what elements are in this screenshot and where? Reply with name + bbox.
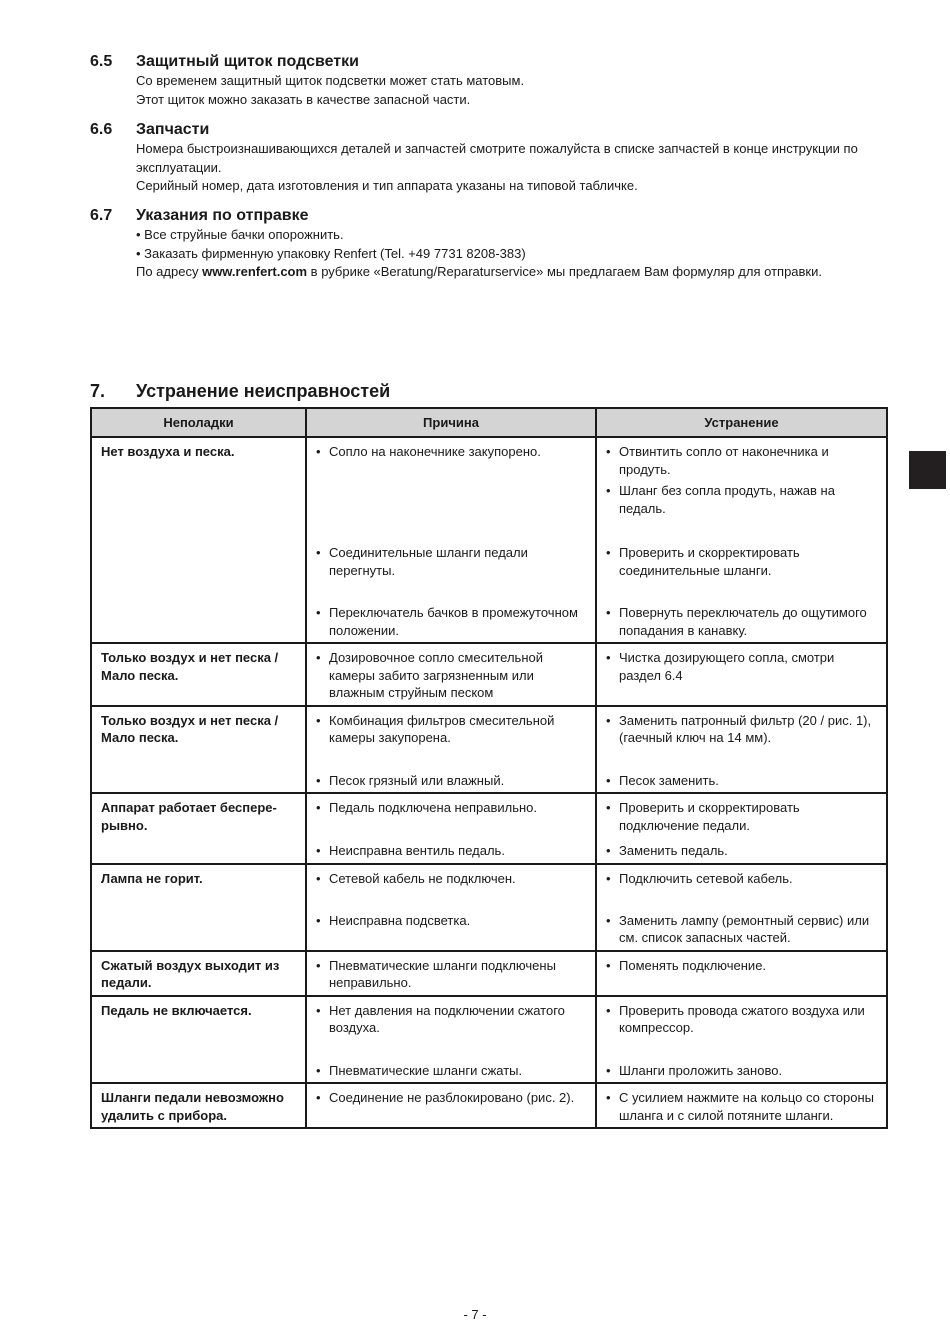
problem-cell: Нет воздуха и песка. [91,437,306,643]
section-title: Указания по отправке [136,207,309,224]
remedy-item: • Заменить педаль. [606,842,878,860]
cause-cell [306,643,596,706]
remedy-item: • С усилием нажмите на кольцо со стороны шланга и с силой потяните шланги. [606,1089,878,1124]
remedy-item: • Повернуть переключатель до ощутимого попадания в канавку. [606,604,878,639]
cause-cell [306,1057,596,1084]
remedy-item: • Заменить лампу (ремонтный сервис) или см. список запасных частей. [606,912,878,947]
cause-item: • Неисправна подсветка. [316,912,587,930]
cause-item: • Песок грязный или влажный. [316,772,587,790]
troubleshooting-table [90,407,888,1129]
page-number: - 7 - [463,1307,487,1322]
cause-cell [306,437,596,539]
section-heading [90,120,880,140]
remedy-item: • Проверить и скорректировать подключение педали. [606,799,878,834]
remedy-item: • Заменить патронный фильтр (20 / рис. 1), (гаечный ключ на 14 мм). [606,712,878,747]
remedy-item: • Чистка дозирующего сопла, смотри раздел 6.4 [606,649,878,684]
remedy-cell [596,837,887,864]
section-title: Запчасти [136,121,210,138]
remedy-cell [596,706,887,767]
remedy-item: • Поменять подключение. [606,957,878,975]
section-title: Защитный щиток подсветки [136,53,359,70]
cause-item: • Сетевой кабель не подключен. [316,870,587,888]
address-prefix: По адресу [136,264,203,279]
cause-item: • Неисправна вентиль педаль. [316,842,587,860]
remedy-cell [596,1057,887,1084]
section-6-6 [90,120,880,196]
remedy-item: • Шланги проложить заново. [606,1062,878,1080]
cause-item: • Педаль подключена неправильно. [316,799,587,817]
table-row [91,706,887,767]
remedy-item: • Отвинтить сопло от наконечника и продуть. [606,443,878,478]
problem-cell: Лампа не горит. [91,864,306,951]
cause-cell [306,539,596,599]
table-row [91,996,887,1057]
problem-cell: Шланги педали невозможно удалить с прибора. [91,1083,306,1128]
remedy-cell [596,793,887,837]
section-6-5 [90,52,880,109]
section-body [136,140,880,196]
cause-item: • Комбинация фильтров смесительной камеры закупорена. [316,712,587,747]
remedy-cell [596,951,887,996]
section-heading [90,52,880,72]
cause-cell [306,996,596,1057]
cause-item: • Сопло на наконечнике закупорено. [316,443,587,461]
column-header-problem: Неполадки [91,408,306,437]
paragraph: Со временем защитный щиток подсветки может стать матовым. [136,73,525,88]
cause-cell [306,599,596,643]
paragraph: Номера быстроизнашивающихся деталей и запчастей смотрите пожалуйста в списке запчастей в конце инструкции по эксплуатации. [136,141,858,175]
cause-cell [306,767,596,794]
cause-cell [306,951,596,996]
cause-item: • Пневматические шланги подключены неправильно. [316,957,587,992]
remedy-cell [596,539,887,599]
section-body [136,72,880,109]
cause-item: • Соединительные шланги педали перегнуты. [316,544,587,579]
problem-cell: Сжатый воздух выходит из педали. [91,951,306,996]
problem-cell: Аппарат работает бесперерывно. [91,793,306,864]
table-row [91,793,887,837]
bullet-line: • Все струйные бачки опорожнить. [136,227,344,242]
remedy-item: • Проверить провода сжатого воздуха или компрессор. [606,1002,878,1037]
table-row [91,951,887,996]
website-link[interactable]: www.renfert.com [202,264,308,279]
remedy-cell [596,864,887,907]
table-row [91,864,887,907]
bullet-line: • Заказать фирменную упаковку Renfert (Tel. +49 7731 8208-383) [136,245,526,261]
paragraph: Серийный номер, дата изготовления и тип аппарата указаны на типовой табличке. [136,178,638,193]
remedy-cell [596,437,887,539]
paragraph: Этот щиток можно заказать в качестве запасной части. [136,91,471,107]
chapter-heading [90,380,390,402]
section-6-7 [90,206,880,282]
cause-cell [306,706,596,767]
cause-cell [306,837,596,864]
cause-cell [306,864,596,907]
remedy-cell [596,599,887,643]
cause-cell [306,1083,596,1128]
chapter-title: Устранение неисправностей [136,381,391,401]
remedy-cell [596,996,887,1057]
section-number: 6.5 [90,53,113,70]
chapter-number: 7. [90,381,106,401]
cause-item: • Нет давления на подключении сжатого воздуха. [316,1002,587,1037]
table-row [91,1083,887,1128]
table-row [91,437,887,539]
remedy-cell [596,643,887,706]
remedy-cell [596,767,887,794]
cause-item: • Соединение не разблокировано (рис. 2). [316,1089,587,1107]
cause-item: • Переключатель бачков в промежуточном положении. [316,604,587,639]
section-number: 6.6 [90,121,113,138]
table-row [91,643,887,706]
section-body [136,226,880,282]
cause-cell [306,793,596,837]
thumb-index-tab [909,451,946,489]
column-header-cause: Причина [306,408,596,437]
remedy-cell [596,907,887,951]
column-header-remedy: Устранение [596,408,887,437]
remedy-cell [596,1083,887,1128]
section-number: 6.7 [90,207,113,224]
remedy-item: • Шланг без сопла продуть, нажав на педаль. [606,482,878,517]
remedy-item: • Песок заменить. [606,772,878,790]
address-paragraph [136,263,880,282]
cause-cell [306,907,596,951]
remedy-item: • Проверить и скорректировать соединительные шланги. [606,544,878,579]
address-suffix: в рубрике «Beratung/Reparaturservice» мы предлагаем Вам формуляр для отправки. [307,264,822,279]
remedy-item: • Подключить сетевой кабель. [606,870,878,888]
cause-item: • Пневматические шланги сжаты. [316,1062,587,1080]
cause-item: • Дозировочное сопло смесительной камеры забито загрязненным или влажным струйным песком [316,649,587,702]
problem-cell: Только воздух и нет песка / Мало песка. [91,643,306,706]
section-heading [90,206,880,226]
table-header-row [91,408,887,437]
problem-cell: Только воздух и нет песка / Мало песка. [91,706,306,794]
problem-cell: Педаль не включается. [91,996,306,1084]
